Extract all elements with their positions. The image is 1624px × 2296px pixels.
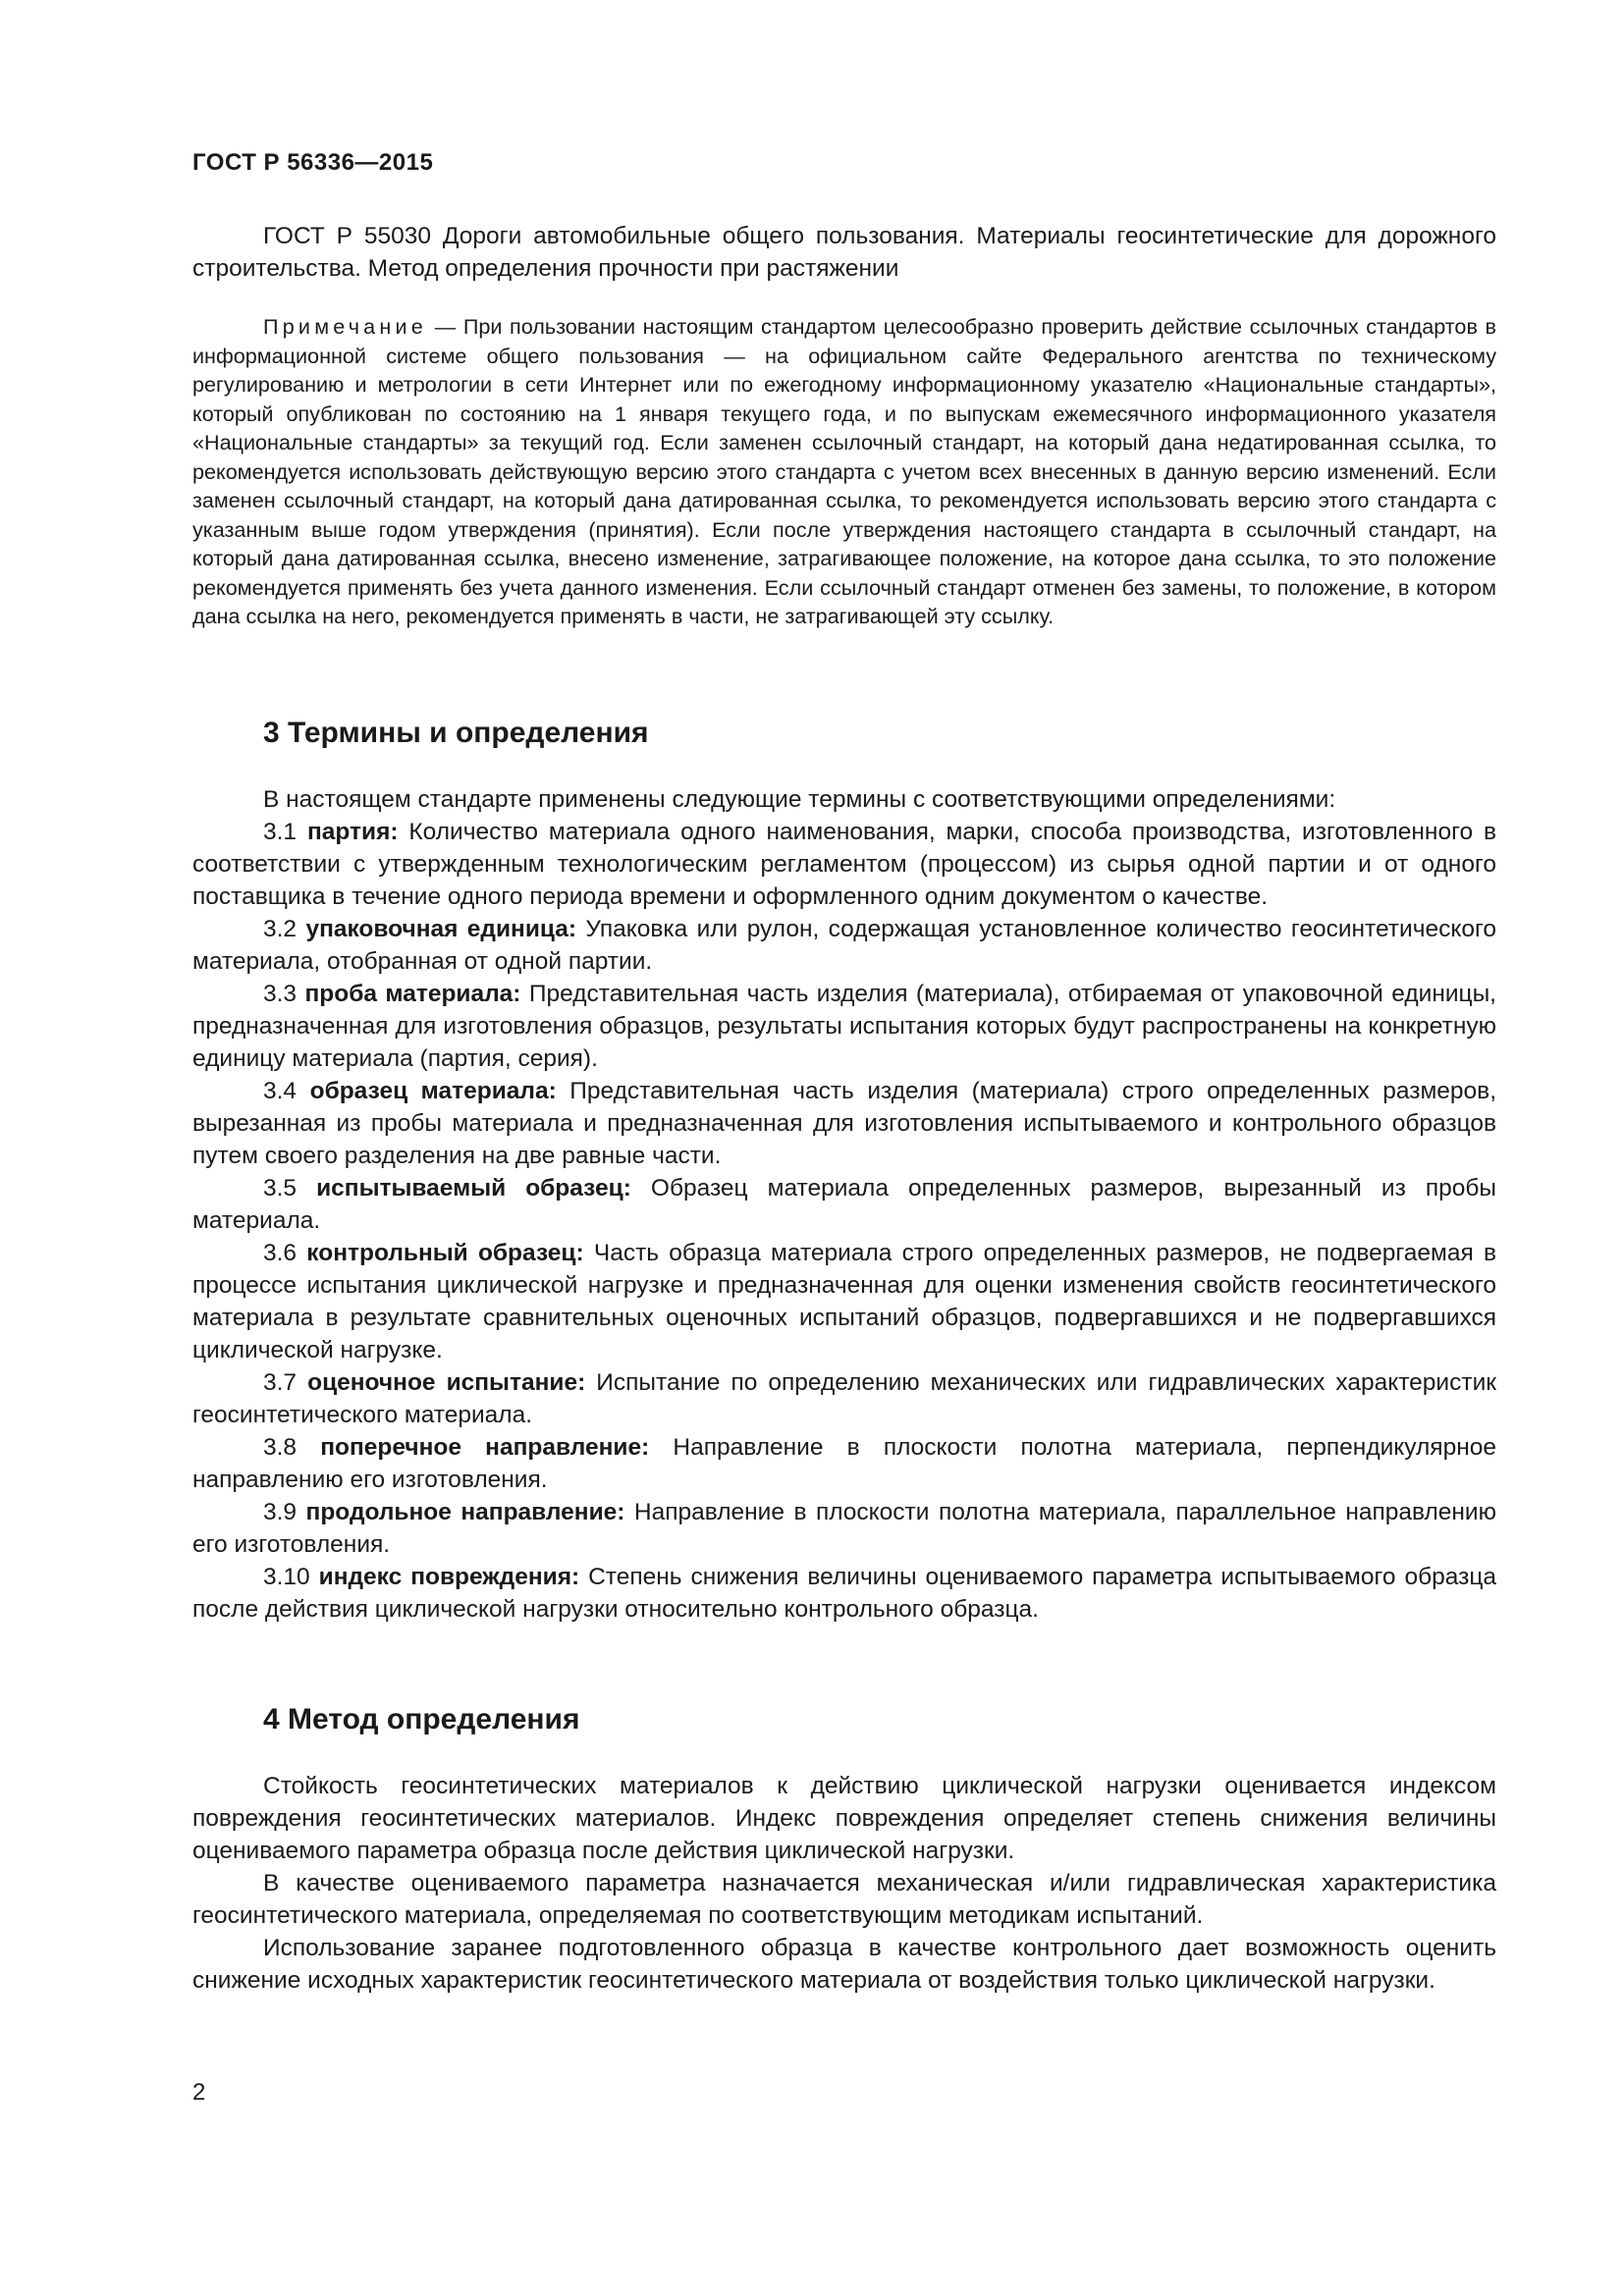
page-number: 2 bbox=[192, 2079, 206, 2106]
term-number: 3.8 bbox=[263, 1434, 321, 1461]
term-definition: Степень снижения величины оцениваемого параметра испытываемого образца после действия циклической нагрузки относительно контрольного образца. bbox=[192, 1564, 1496, 1623]
section-3-title: 3 Термины и определения bbox=[263, 717, 649, 749]
section-4-paragraph: В качестве оцениваемого параметра назначается механическая и/или гидравлическая характеристика геосинтетического материала, определяемая по соответствующим методикам испытаний. bbox=[192, 1870, 1496, 1929]
term-definition: Образец материала определенных размеров, вырезанный из пробы материала. bbox=[192, 1175, 1496, 1234]
section-3-intro: В настоящем стандарте применены следующие термины с соответствующими определениями: bbox=[263, 786, 1336, 813]
note bbox=[192, 312, 1496, 631]
term-number: 3.3 bbox=[263, 981, 305, 1007]
note-text: При пользовании настоящим стандартом целесообразно проверить действие ссылочных стандартов в информационной системе общего пользования — на официальном сайте Федерального агентства по техническому регулированию и метрологии в сети Интернет или по ежегодному информационному указателю «Национальные стандарты», который опубликован по состоянию на 1 января текущего года, и по выпускам ежемесячного информационного указателя «Национальные стандарты» за текущий год. Если заменен ссылочный стандарт, на который дана недатированная ссылка, то рекомендуется использовать действующую версию этого стандарта с учетом всех внесенных в данную версию изменений. Если заменен ссылочный стандарт, на который дана датированная ссылка, то рекомендуется использовать версию этого стандарта с указанным выше годом утверждения (принятия). Если после утверждения настоящего стандарта в ссылочный стандарт, на который дана датированная ссылка, внесено изменение, затрагивающее положение, на которое дана ссылка, то это положение рекомендуется применять без учета данного изменения. Если ссылочный стандарт отменен без замены, то положение, в котором дана ссылка на него, рекомендуется применять в части, не затрагивающей эту ссылку. bbox=[192, 314, 1497, 628]
document-header: ГОСТ Р 56336—2015 bbox=[192, 149, 434, 176]
term-3-8 bbox=[192, 1431, 1496, 1496]
term-3-7 bbox=[192, 1366, 1496, 1431]
term-number: 3.6 bbox=[263, 1240, 307, 1266]
term-number: 3.9 bbox=[263, 1499, 306, 1525]
section-4-body bbox=[192, 1770, 1496, 1997]
term-definition: Направление в плоскости полотна материала, перпендикулярное направлению его изготовления. bbox=[192, 1434, 1496, 1493]
section-4-title: 4 Метод определения bbox=[263, 1703, 580, 1735]
term-definition: Упаковка или рулон, содержащая установленное количество геосинтетического материала, отобранная от одной партии. bbox=[192, 916, 1496, 975]
term-definition: Количество материала одного наименования, марки, способа производства, изготовленного в соответствии с утвержденным технологическим регламентом (процессом) из сырья одной партии и от одного поставщика в течение одного периода времени и оформленного одним документом о качестве. bbox=[192, 819, 1496, 910]
term-3-10 bbox=[192, 1561, 1496, 1626]
term-name: упаковочная единица: bbox=[305, 916, 577, 942]
term-name: проба материала: bbox=[304, 981, 521, 1007]
term-name: продольное направление: bbox=[305, 1499, 625, 1525]
term-number: 3.5 bbox=[263, 1175, 317, 1201]
term-3-5 bbox=[192, 1172, 1496, 1237]
term-3-1 bbox=[192, 816, 1496, 913]
term-definition: Представительная часть изделия (материала) строго определенных размеров, вырезанная из пробы материала и предназначенная для изготовления испытываемого и контрольного образцов путем своего разделения на две равные части. bbox=[192, 1078, 1496, 1169]
normative-references bbox=[192, 220, 1496, 285]
term-definition: Часть образца материала строго определенных размеров, не подвергаемая в процессе испытания циклической нагрузке и предназначенная для оценки изменения свойств геосинтетического материала в результате сравнительных оценочных испытаний образцов, подвергавшихся и не подвергавшихся циклической нагрузке. bbox=[192, 1240, 1497, 1363]
term-3-3 bbox=[192, 978, 1496, 1075]
term-name: контрольный образец: bbox=[306, 1240, 584, 1266]
term-3-6 bbox=[192, 1237, 1496, 1366]
term-definition: Направление в плоскости полотна материала, параллельное направлению его изготовления. bbox=[192, 1499, 1496, 1558]
term-name: партия: bbox=[306, 819, 399, 845]
term-number: 3.7 bbox=[263, 1369, 308, 1396]
term-number: 3.1 bbox=[263, 819, 307, 845]
reference-gost-55030: ГОСТ Р 55030 Дороги автомобильные общего пользования. Материалы геосинтетические для дорожного строительства. Метод определения прочности при растяжении bbox=[192, 223, 1496, 282]
term-name: оценочное испытание: bbox=[307, 1369, 586, 1396]
term-name: индекс повреждения: bbox=[318, 1564, 580, 1590]
term-name: испытываемый образец: bbox=[316, 1175, 631, 1201]
section-3-body bbox=[192, 783, 1496, 1626]
term-definition: Испытание по определению механических или гидравлических характеристик геосинтетического материала. bbox=[192, 1369, 1496, 1428]
term-3-4 bbox=[192, 1075, 1496, 1172]
term-number: 3.2 bbox=[263, 916, 306, 942]
term-name: образец материала: bbox=[309, 1078, 557, 1104]
section-4-paragraph: Использование заранее подготовленного образца в качестве контрольного дает возможность оценить снижение исходных характеристик геосинтетического материала от воздействия только циклической нагрузки. bbox=[192, 1935, 1496, 1994]
term-3-9 bbox=[192, 1496, 1496, 1561]
term-3-2 bbox=[192, 913, 1496, 978]
term-definition: Представительная часть изделия (материала), отбираемая от упаковочной единицы, предназначенная для изготовления образцов, результаты испытания которых будут распространены на конкретную единицу материала (партия, серия). bbox=[192, 981, 1496, 1072]
note-label: Примечание bbox=[263, 314, 427, 339]
term-number: 3.4 bbox=[263, 1078, 310, 1104]
note-dash: — bbox=[427, 314, 463, 339]
term-name: поперечное направление: bbox=[320, 1434, 650, 1461]
section-4-paragraph: Стойкость геосинтетических материалов к действию циклической нагрузки оценивается индексом повреждения геосинтетических материалов. Индекс повреждения определяет степень снижения величины оцениваемого параметра образца после действия циклической нагрузки. bbox=[192, 1773, 1496, 1864]
term-number: 3.10 bbox=[263, 1564, 319, 1590]
